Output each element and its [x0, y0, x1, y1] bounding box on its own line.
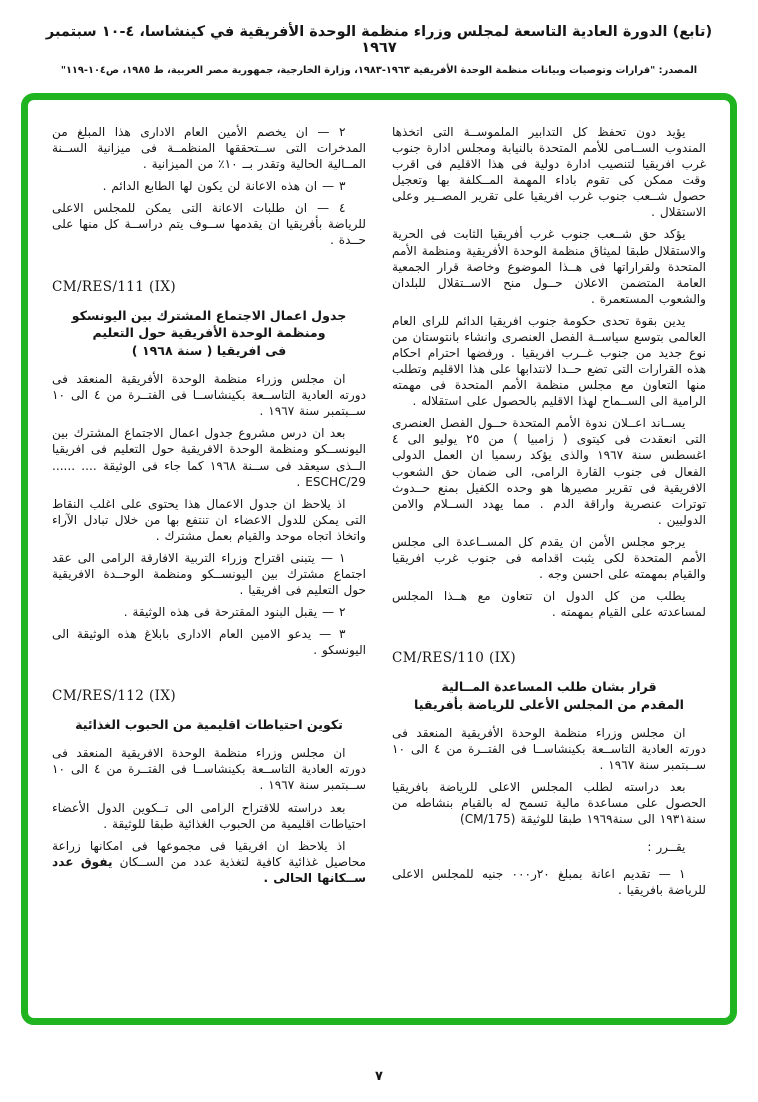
paragraph: يؤكد حق شــعب جنوب غرب أفريقيا الثابت فى الحرية والاستقلال طبقا لميثاق منظمة الوحدة الأفريقية ومنظمة الأمم المتحدة ولقراراتها فى هــذا الموضوع وخاصة قرار الجمعية العامة المتضمن الاعلان حــول منح الاســتقلال للبلدان والشعوب المستعمرة .	[392, 227, 706, 306]
resolutions-box	[21, 93, 737, 1025]
paragraph: ان مجلس وزراء منظمة الوحدة الافريقية المنعقد فى دورته العادية التاســعة بكينشاســا فى الفتــرة من ٤ الى ١٠ ســبتمبر سنة ١٩٦٧ .	[52, 746, 366, 793]
paragraph: يدين بقوة تحدى حكومة جنوب افريقيا الدائم للراى العام العالمى بتوسع سياســة الفصل العنصرى وانشاء بانتوستان من نوع جديد من جنوب غــرب افريقيا . ورفضها احترام احكام هذه القرارات التى تضع حــدا لانتدابها على هذا الاقليم وتطلب منها التعاون مع مجلس منظمة الأمم المتحدة فى مهمته الرامية الى الســماح لهذا الاقليم بالحصول على استقلاله .	[392, 313, 706, 409]
resolution-title	[52, 716, 366, 734]
left-column	[52, 124, 366, 1004]
resolution-title-line: تكوين احتياطات اقليمية من الحبوب الغذائية	[75, 717, 343, 733]
paragraph: يســاند اعــلان ندوة الأمم المتحدة حــول الفصل العنصرى التى انعقدت فى كيتوى ( زامبيا ) من ٢٥ يوليو الى ٤ اغسطس سنة ١٩٦٧ والذى يؤكد رسميا ان العمل الدولى الفعال فى جنوب القارة الرامى، الى ضمان حق الشعوب الافريقية فى تقرير مصيرها هو وحده الكفيل بمنع حــدوث توترات عنصرية واراقة الدم . مما يهدد الســلام والامن الدوليين .	[392, 416, 706, 527]
decree-word: يقــرر :	[647, 840, 686, 855]
document-header	[0, 24, 758, 76]
resolution-number: CM/RES/111 (IX)	[52, 278, 177, 295]
columns	[52, 124, 706, 1004]
resolution-title-line: فى افريقيا ( سنة ١٩٦٨ )	[131, 343, 287, 359]
paragraph: بعد دراسته للاقتراح الرامى الى تــكوين الدول الأعضاء احتياطات اقليمية من الحبوب الغذائية طبقا للوثيقة .	[52, 800, 366, 831]
resolution-number: CM/RES/112 (IX)	[52, 688, 177, 705]
document-page	[0, 24, 758, 1102]
paragraph: ٤ — ان طلبات الاعانة التى يمكن للمجلس الاعلى للرياضة بأفريقيا ان يقدمها ســوف يتم دراســة كل منها على حــدة .	[52, 201, 366, 248]
paragraph: يطلب من كل الدول ان تتعاون مع هــذا المجلس لمساعدته على القيام بمهمته .	[392, 589, 706, 620]
paragraph: ٣ — ان هذه الاعانة لن يكون لها الطابع الدائم .	[102, 179, 346, 194]
paragraph: بعد ان درس مشروع جدول اعمال الاجتماع المشترك بين اليونســكو ومنظمة الوحدة الافريقية حول التعليم فى افريقيا الــذى سيعقد فى ســنة ١٩٦٨ كما جاء فى الوثيقة .... ...... ESCHC/29 .	[52, 426, 366, 489]
paragraph: اذ يلاحظ ان افريقيا فى مجموعها فى امكانها زراعة محاصيل غذائية كافية لتغذية عدد من الســكان يفوق عدد ســكانها الحالى .	[52, 838, 366, 885]
resolution-title	[392, 678, 706, 714]
bold-text: يفوق عدد ســكانها الحالى .	[52, 854, 366, 885]
paragraph: بعد دراسته لطلب المجلس الاعلى للرياضة بافريقيا الحصول على مساعدة مالية تسمح له بالقيام بنشاطه من سنة١٩٣١ الى سنة١٩٦٩ طبقا للوثيقة (CM/175)	[392, 780, 706, 827]
paragraph: يرجو مجلس الأمن ان يقدم كل المســاعدة الى مجلس الأمم المتحدة لكى يثبت اقدامه فى جنوب غرب افريقيا والقيام بمهمته على احسن وجه .	[392, 534, 706, 582]
paragraph: يؤيد دون تحفظ كل التدابير الملموســة التى اتخذها المندوب الســامى للأمم المتحدة بالنيابة ومجلس ادارة جنوب غرب افريقيا لتنصيب ادارة دولية فى هذا الاقليم فى اقرب وقت ممكن كى تقوم باداء المهمة المــكلفة بها وتعجيل حصول شــعب جنوب غرب افريقيا على تقرير المصــير وعلى الاستقلال .	[392, 125, 706, 220]
paragraph: ان مجلس وزراء منظمة الوحدة الأفريقية المنعقد فى دورته العادية التاســعة بكينشاســا فى الفتــرة من ٤ الى ١٠ ســبتمبر سنة ١٩٦٧ .	[52, 372, 366, 419]
paragraph: ٢ — ان يخصم الأمين العام الادارى هذا المبلغ من المدخرات التى ســتحققها المنظمــة فى ميزانية الســنة المــالية الحالية وتقدر بــ ١٠٪ من الميزانية .	[52, 125, 366, 172]
resolution-number: CM/RES/110 (IX)	[392, 650, 517, 667]
document-title: (تابع) الدورة العادية التاسعة لمجلس وزراء منظمة الوحدة الأفريقية في كينشاسا، ٤-١٠ سبتمبر ١٩٦٧	[45, 24, 713, 56]
paragraph: اذ يلاحظ ان جدول الاعمال هذا يحتوى على اغلب النقاط التى يمكن للدول الاعضاء ان تنتفع بها من خلال تبادل الآراء واتخاذ اتجاه موحد والقيام بعمل مشترك .	[52, 496, 366, 543]
resolution-title	[52, 307, 366, 361]
resolution-title-line: المقدم من المجلس الأعلى للرياضة بأفريقيا	[414, 697, 684, 713]
resolution-title-line: قرار بشان طلب المساعدة المــالية	[441, 679, 657, 695]
paragraph: ٣ — يدعو الامين العام الادارى بابلاغ هذه الوثيقة الى اليونسكو .	[52, 627, 366, 658]
right-column	[392, 124, 706, 1004]
paragraph: ١ — يتبنى اقتراح وزراء التربية الافارقة الرامى الى عقد اجتماع مشترك بين اليونســكو ومنظمة الوحــدة الافريقية حول التعليم فى افريقيا .	[52, 550, 366, 598]
paragraph: ١ — تقديم اعانة بمبلغ ٢٠ر٠٠٠ جنيه للمجلس الاعلى للرياضة بافريقيا .	[392, 866, 706, 897]
paragraph: ٢ — يقبل البنود المقترحة فى هذه الوثيقة .	[123, 605, 346, 620]
paragraph: ان مجلس وزراء منظمة الوحدة الأفريقية المنعقد فى دورته العادية التاســعة بكينشاســا فى الفتــرة من ٤ الى ١٠ ســبتمبر سنة ١٩٦٧ .	[392, 726, 706, 773]
resolution-title-line: جدول اعمال الاجتماع المشترك بين اليونسكو	[71, 307, 347, 323]
source-citation: المصدر: "قرارات وتوصيات وبيانات منظمة الوحدة الأفريقية ١٩٦٣-١٩٨٣، وزارة الخارجية، جمهورية مصر العربية، ط ١٩٨٥، ص١٠٤-١١٩"	[60, 65, 698, 76]
page-number: ٧	[375, 1069, 383, 1084]
resolution-title-line: ومنظمة الوحدة الأفريقية حول التعليم	[92, 325, 326, 341]
